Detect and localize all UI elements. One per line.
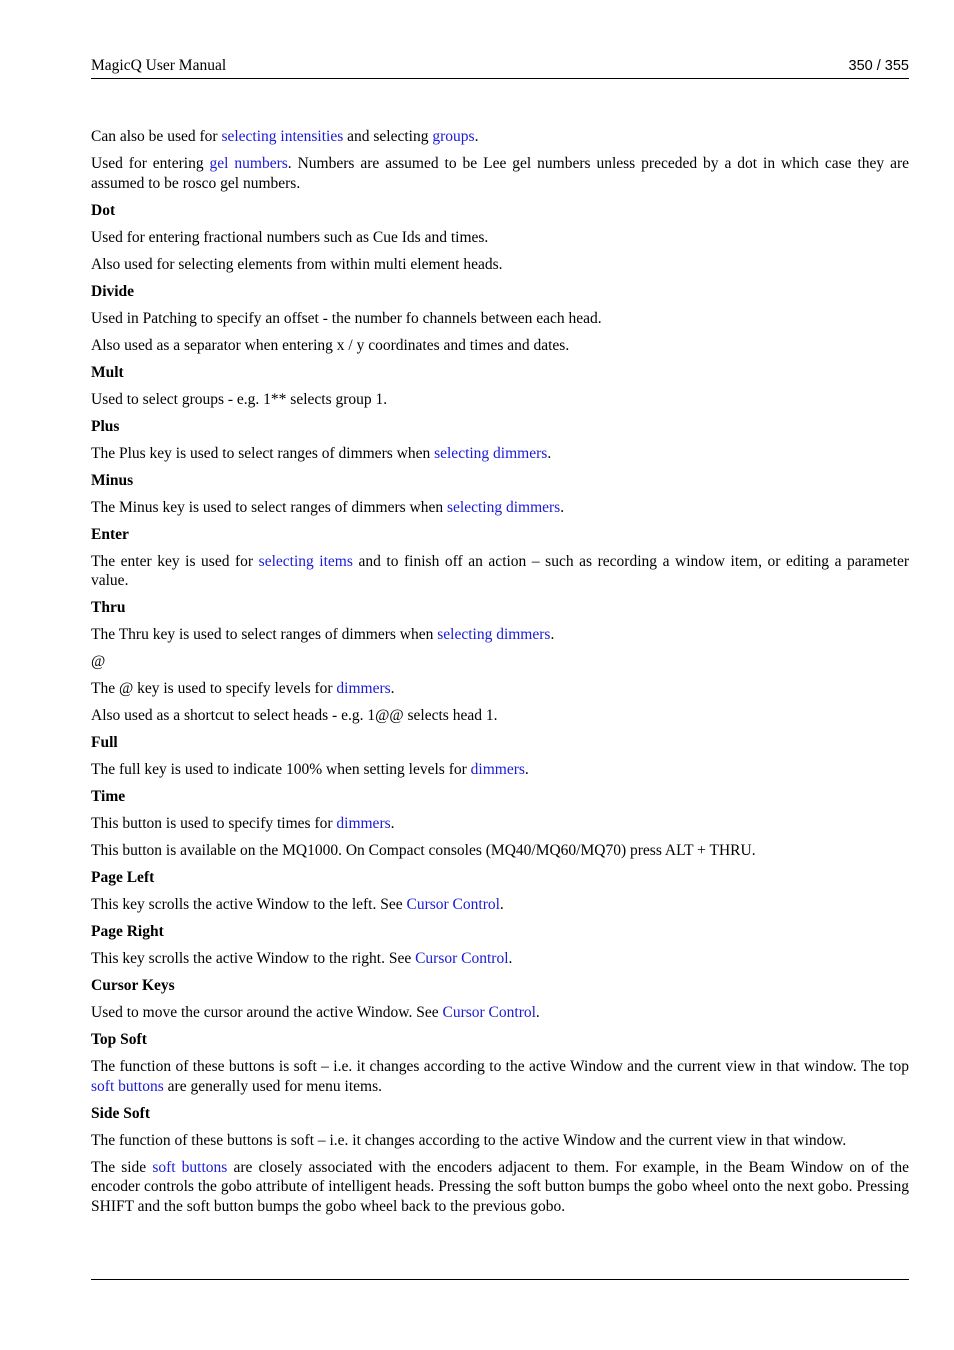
text: . bbox=[547, 444, 552, 462]
link-soft-buttons[interactable]: soft buttons bbox=[152, 1158, 228, 1176]
text: and selecting bbox=[343, 128, 433, 145]
section-heading-time: Time bbox=[91, 788, 126, 805]
link-groups[interactable]: groups bbox=[432, 128, 475, 145]
link-selecting-intensities[interactable]: selecting intensities bbox=[221, 128, 344, 145]
link-dimmers[interactable]: dimmers bbox=[336, 815, 391, 832]
text: and to finish off an action – such as recording a window item, or editing a parameter value. bbox=[91, 552, 909, 589]
text: . bbox=[474, 128, 479, 145]
text: . bbox=[550, 626, 555, 643]
paragraph: Also used as a shortcut to select heads - e.g. 1@@ selects head 1. bbox=[91, 707, 498, 724]
text: The Thru key is used to select ranges of dimmers when bbox=[91, 626, 438, 643]
link-soft-buttons[interactable]: soft buttons bbox=[91, 1077, 164, 1095]
link-selecting-items[interactable]: selecting items bbox=[258, 552, 353, 570]
section-heading-dot: Dot bbox=[91, 201, 116, 219]
section-heading-plus: Plus bbox=[91, 417, 120, 435]
text: . bbox=[499, 896, 504, 913]
link-selecting-dimmers[interactable]: selecting dimmers bbox=[447, 498, 561, 516]
paragraph bbox=[91, 1158, 909, 1217]
link-selecting-dimmers[interactable]: selecting dimmers bbox=[434, 444, 548, 462]
text: Used for entering bbox=[91, 155, 210, 172]
paragraph: The function of these buttons is soft – i.e. it changes according to the active Window and the current view in that window. bbox=[91, 1131, 847, 1149]
paragraph bbox=[91, 949, 909, 969]
paragraph: Used in Patching to specify an offset - the number fo channels between each head. bbox=[91, 309, 602, 327]
link-dimmers[interactable]: dimmers bbox=[336, 680, 391, 697]
paragraph bbox=[91, 552, 909, 591]
paragraph bbox=[91, 1057, 909, 1096]
paragraph bbox=[91, 679, 909, 699]
page-header bbox=[91, 57, 909, 79]
section-heading-thru: Thru bbox=[91, 599, 126, 616]
paragraph bbox=[91, 760, 909, 780]
text: The enter key is used for bbox=[91, 552, 259, 570]
section-heading-side-soft: Side Soft bbox=[91, 1104, 150, 1122]
section-heading-top-soft: Top Soft bbox=[91, 1031, 147, 1048]
text: The side bbox=[91, 1158, 153, 1176]
paragraph bbox=[91, 127, 909, 147]
section-heading-cursor-keys: Cursor Keys bbox=[91, 977, 175, 994]
text: are generally used for menu items. bbox=[163, 1077, 382, 1095]
paragraph: This button is available on the MQ1000. On Compact consoles (MQ40/MQ60/MQ70) press ALT + THRU. bbox=[91, 842, 756, 859]
paragraph bbox=[91, 814, 909, 834]
link-gel-numbers[interactable]: gel numbers bbox=[209, 155, 288, 172]
section-heading-enter: Enter bbox=[91, 525, 129, 543]
text: . bbox=[508, 950, 513, 967]
paragraph bbox=[91, 895, 909, 915]
text: The Minus key is used to select ranges of dimmers when bbox=[91, 498, 447, 516]
text: The @ key is used to specify levels for bbox=[91, 680, 337, 697]
text: . bbox=[560, 498, 565, 516]
section-heading-page-left: Page Left bbox=[91, 869, 155, 886]
page-number: 350 / 355 bbox=[848, 58, 909, 74]
link-cursor-control[interactable]: Cursor Control bbox=[406, 896, 500, 913]
text: The function of these buttons is soft – i.e. it changes according to the active Window and the current view in that window. The top bbox=[91, 1058, 909, 1075]
text: This button is used to specify times for bbox=[91, 815, 337, 832]
link-cursor-control[interactable]: Cursor Control bbox=[442, 1004, 536, 1021]
link-selecting-dimmers[interactable]: selecting dimmers bbox=[437, 626, 551, 643]
manual-title: MagicQ User Manual bbox=[91, 57, 227, 74]
paragraph: Used for entering fractional numbers such as Cue Ids and times. bbox=[91, 228, 489, 246]
paragraph: Used to select groups - e.g. 1** selects group 1. bbox=[91, 390, 388, 408]
section-heading-minus: Minus bbox=[91, 471, 134, 489]
section-heading-mult: Mult bbox=[91, 363, 124, 381]
paragraph: Also used as a separator when entering x / y coordinates and times and dates. bbox=[91, 336, 570, 354]
document-body bbox=[91, 127, 909, 1224]
section-heading-full: Full bbox=[91, 734, 118, 751]
paragraph bbox=[91, 444, 909, 464]
link-cursor-control[interactable]: Cursor Control bbox=[415, 950, 509, 967]
text: The Plus key is used to select ranges of dimmers when bbox=[91, 444, 435, 462]
text: . bbox=[390, 815, 395, 832]
text: . Numbers are assumed to be Lee gel numbers unless preceded by a dot in which case they are assumed to be rosco gel numbers. bbox=[91, 155, 909, 192]
text: The full key is used to indicate 100% when setting levels for bbox=[91, 761, 471, 778]
paragraph bbox=[91, 625, 909, 645]
text: This key scrolls the active Window to the right. See bbox=[91, 950, 416, 967]
section-heading-page-right: Page Right bbox=[91, 923, 164, 940]
link-dimmers[interactable]: dimmers bbox=[470, 761, 525, 778]
paragraph: Also used for selecting elements from within multi element heads. bbox=[91, 255, 503, 273]
text: are closely associated with the encoders adjacent to them. For example, in the Beam Window on of the encoder controls the gobo attribute of intelligent heads. Pressing the soft button bumps the gobo wheel onto the next gobo. Pressing SHIFT and the soft button bumps the gobo wheel back to the previous gobo. bbox=[91, 1158, 909, 1215]
text: . bbox=[535, 1004, 540, 1021]
text: . bbox=[524, 761, 529, 778]
section-heading-at: @ bbox=[91, 653, 106, 670]
paragraph bbox=[91, 498, 909, 518]
text: This key scrolls the active Window to the left. See bbox=[91, 896, 407, 913]
paragraph bbox=[91, 1003, 909, 1023]
section-heading-divide: Divide bbox=[91, 282, 135, 300]
text: . bbox=[390, 680, 395, 697]
text: Can also be used for bbox=[91, 128, 222, 145]
text: Used to move the cursor around the active Window. See bbox=[91, 1004, 443, 1021]
footer-rule bbox=[91, 1279, 909, 1280]
paragraph bbox=[91, 154, 909, 193]
